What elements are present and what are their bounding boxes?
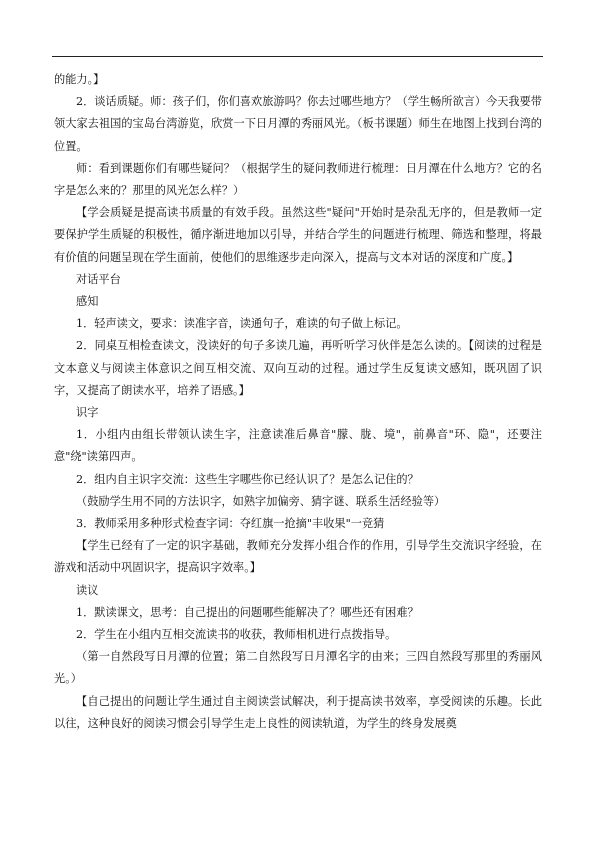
paragraph: 2．组内自主识字交流：这些生字哪些你已经认识了？是怎么记住的？ [76, 472, 419, 486]
paragraph: 3．教师采用多种形式检查字词：夺红旗一抢摘"丰收果"一竞猜 [76, 517, 385, 531]
paragraph: 师：看到课题你们有哪些疑问？（根据学生的疑问教师进行梳理：日月潭在什么地方？它的名字是怎么来的？那里的风光怎么样？） [54, 161, 542, 198]
paragraph: 2．同桌互相检查读文，没读好的句子多读几遍，再听听学习伙伴是怎么读的。【阅读的过程是文本意义与阅读主体意识之间互相交流、双向互动的过程。通过学生反复读文感知，既巩固了识字，又提高了朗读水平，培养了语感。】 [54, 339, 542, 397]
paragraph: 1．小组内由组长带领认读生字，注意读准后鼻音"朦、胧、境"，前鼻音"环、隐"，还要注意"绕"读第四声。 [54, 428, 542, 464]
section-heading: 读议 [76, 583, 99, 597]
paragraph: 1．默读课文，思考：自己提出的问题哪些能解决了？哪些还有困难？ [76, 605, 419, 619]
body-text [54, 69, 542, 735]
paragraph: 【自己提出的问题让学生通过自主阅读尝试解决，利于提高读书效率，享受阅读的乐趣。长此以往，这种良好的阅读习惯会引导学生走上良性的阅读轨道，为学生的终身发展奠 [54, 694, 542, 730]
section-heading: 对话平台 [76, 272, 121, 286]
paragraph: 的能力。】 [54, 73, 105, 86]
paragraph: （鼓励学生用不同的方法识字，如熟字加偏旁、猜字谜、联系生活经验等） [76, 494, 446, 508]
section-heading: 识字 [76, 406, 99, 420]
paragraph: 1．轻声读文，要求：读准字音，读通句子，难读的句子做上标记。 [76, 317, 408, 331]
paragraph: （第一自然段写日月潭的位置；第二自然段写日月潭名字的由来；三四自然段写那里的秀丽风光。） [54, 650, 542, 686]
section-heading: 感知 [76, 295, 99, 309]
paragraph: 【学会质疑是提高读书质量的有效手段。虽然这些"疑问"开始时是杂乱无序的，但是教师一定要保护学生质疑的积极性，循序渐进地加以引导，并结合学生的问题进行梳理、筛选和整理，将最有价值的问题呈现在学生面前，使他们的思维逐步走向深入，提高与文本对话的深度和广度。】 [54, 206, 542, 264]
paragraph: 2．谈话质疑。师：孩子们，你们喜欢旅游吗？你去过哪些地方？（学生畅所欲言）今天我要带领大家去祖国的宝岛台湾游览，欣赏一下日月潭的秀丽风光。（板书课题）师生在地图上找到台湾的位置。 [54, 95, 542, 153]
paragraph: 2．学生在小组内互相交流读书的收获，教师相机进行点拨指导。 [76, 628, 397, 642]
header-rule [52, 56, 543, 57]
paragraph: 【学生已经有了一定的识字基础，教师充分发挥小组合作的作用，引导学生交流识字经验，在游戏和活动中巩固识字，提高识字效率。】 [54, 539, 542, 575]
